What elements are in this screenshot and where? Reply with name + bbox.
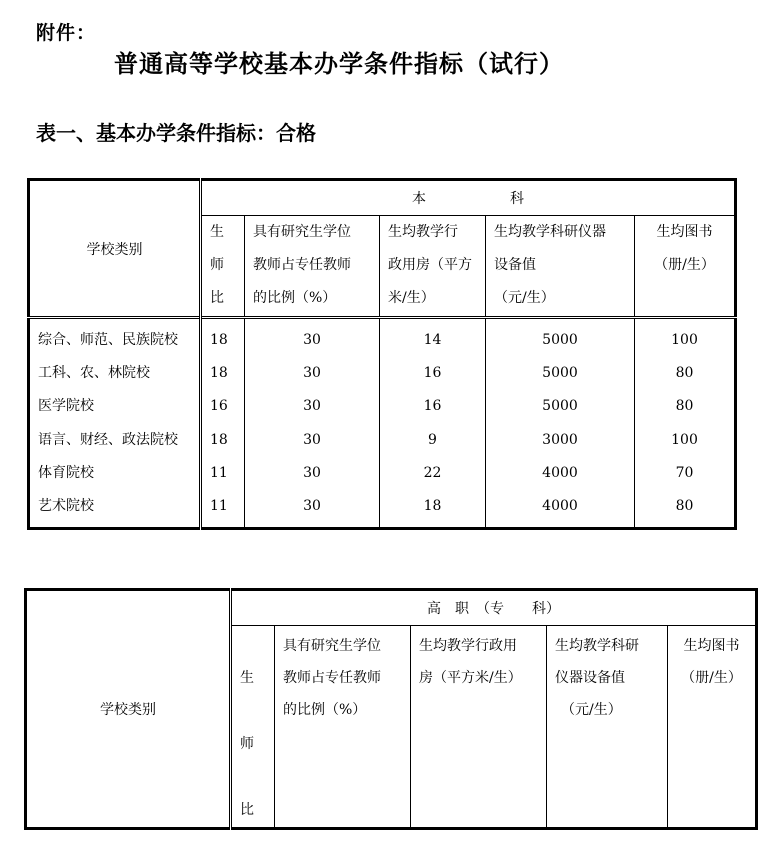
admin-space-header <box>411 626 547 829</box>
grad-teacher-cell: 30 <box>303 398 321 415</box>
grad-teacher-header <box>275 626 411 829</box>
grad-teacher-header <box>245 216 380 318</box>
grad-teacher-cell: 30 <box>303 332 321 348</box>
ratio-column <box>201 318 245 529</box>
admin-space-header-line: 政用房（平方 <box>388 257 472 273</box>
school-type-cell: 综合、师范、民族院校 <box>38 332 178 348</box>
ratio-header-line: 比 <box>240 802 254 818</box>
grad-teacher-column <box>245 318 380 529</box>
admin-space-cell: 16 <box>423 398 442 415</box>
equipment-header-line: （元/生） <box>494 290 555 306</box>
school-type-header: 学校类别 <box>29 180 201 318</box>
equipment-cell: 3000 <box>542 431 578 448</box>
equipment-header-line: 设备值 <box>494 257 536 273</box>
ratio-header <box>231 626 275 829</box>
admin-space-cell: 9 <box>428 431 437 448</box>
table1-title: 表一、基本办学条件指标：合格 <box>36 121 316 145</box>
table-row <box>29 318 736 529</box>
ratio-header-line: 比 <box>210 290 224 306</box>
admin-space-header <box>380 216 486 318</box>
school-type-cell: 体育院校 <box>38 464 94 481</box>
ratio-cell: 11 <box>210 498 228 515</box>
admin-space-cell: 14 <box>423 332 442 348</box>
equipment-header-line: 生均教学科研 <box>555 638 639 654</box>
ratio-cell: 16 <box>210 398 228 415</box>
books-header-line: （册/生） <box>654 257 715 273</box>
grad-teacher-header-line: 教师占专任教师 <box>253 257 351 273</box>
books-cell: 70 <box>675 464 694 481</box>
ratio-header-line: 师 <box>240 736 254 752</box>
admin-space-header-line: 生均教学行政用 <box>419 638 517 654</box>
grad-teacher-header-line: 具有研究生学位 <box>283 638 381 654</box>
equipment-header <box>486 216 635 318</box>
equipment-header-line: （元/生） <box>561 702 622 718</box>
school-type-header: 学校类别 <box>26 590 231 829</box>
equipment-cell: 5000 <box>542 365 578 382</box>
equipment-header-line: 生均教学科研仪器 <box>494 224 606 240</box>
equipment-cell: 4000 <box>542 464 578 481</box>
books-cell: 80 <box>675 398 694 415</box>
attachment-label: 附件： <box>36 22 97 44</box>
school-type-cell: 医学院校 <box>38 398 94 415</box>
books-cell: 80 <box>675 498 694 515</box>
admin-space-header-line: 米/生） <box>388 290 435 306</box>
admin-space-header-line: 房（平方米/生） <box>419 670 522 686</box>
equipment-header <box>547 626 668 829</box>
grad-teacher-header-line: 具有研究生学位 <box>253 224 351 240</box>
ratio-header-line: 师 <box>210 257 224 273</box>
ratio-cell: 18 <box>210 365 228 382</box>
grad-teacher-cell: 30 <box>303 498 321 515</box>
admin-space-header-line: 生均教学行 <box>388 224 458 240</box>
admin-space-column <box>380 318 486 529</box>
ratio-cell: 18 <box>210 332 228 348</box>
grad-teacher-header-line: 教师占专任教师 <box>283 670 381 686</box>
equipment-cell: 5000 <box>542 398 578 415</box>
grad-teacher-cell: 30 <box>303 464 321 481</box>
grad-teacher-cell: 30 <box>303 365 321 382</box>
school-type-cell: 艺术院校 <box>38 498 94 515</box>
books-cell: 100 <box>671 431 698 448</box>
books-cell: 100 <box>671 332 698 348</box>
books-column <box>635 318 736 529</box>
school-type-cell: 语言、财经、政法院校 <box>38 431 178 448</box>
ratio-cell: 18 <box>210 431 228 448</box>
grad-teacher-header-line: 的比例（%） <box>253 290 337 306</box>
books-header <box>668 626 757 829</box>
books-header-line: 生均图书 <box>656 224 713 240</box>
undergraduate-indicator-table <box>27 178 737 530</box>
school-type-column <box>29 318 201 529</box>
ratio-header <box>201 216 245 318</box>
admin-space-cell: 18 <box>423 498 442 515</box>
equipment-column <box>486 318 635 529</box>
books-cell: 80 <box>675 365 694 382</box>
vocational-group-header: 高 职 （专 科） <box>231 590 757 626</box>
undergraduate-group-header: 本 科 <box>201 180 736 216</box>
admin-space-cell: 22 <box>423 464 442 481</box>
equipment-cell: 5000 <box>542 332 578 348</box>
document-title: 普通高等学校基本办学条件指标（试行） <box>114 50 564 78</box>
grad-teacher-header-line: 的比例（%） <box>283 702 367 718</box>
ratio-header-line: 生 <box>210 224 224 240</box>
books-header-line: （册/生） <box>681 670 742 686</box>
books-header <box>635 216 736 318</box>
equipment-header-line: 仪器设备值 <box>555 670 625 686</box>
school-type-cell: 工科、农、林院校 <box>38 365 150 382</box>
grad-teacher-cell: 30 <box>303 431 321 448</box>
admin-space-cell: 16 <box>423 365 442 382</box>
equipment-cell: 4000 <box>542 498 578 515</box>
ratio-header-line: 生 <box>240 670 254 686</box>
ratio-cell: 11 <box>210 464 228 481</box>
vocational-indicator-table <box>24 588 758 830</box>
books-header-line: 生均图书 <box>683 638 740 654</box>
